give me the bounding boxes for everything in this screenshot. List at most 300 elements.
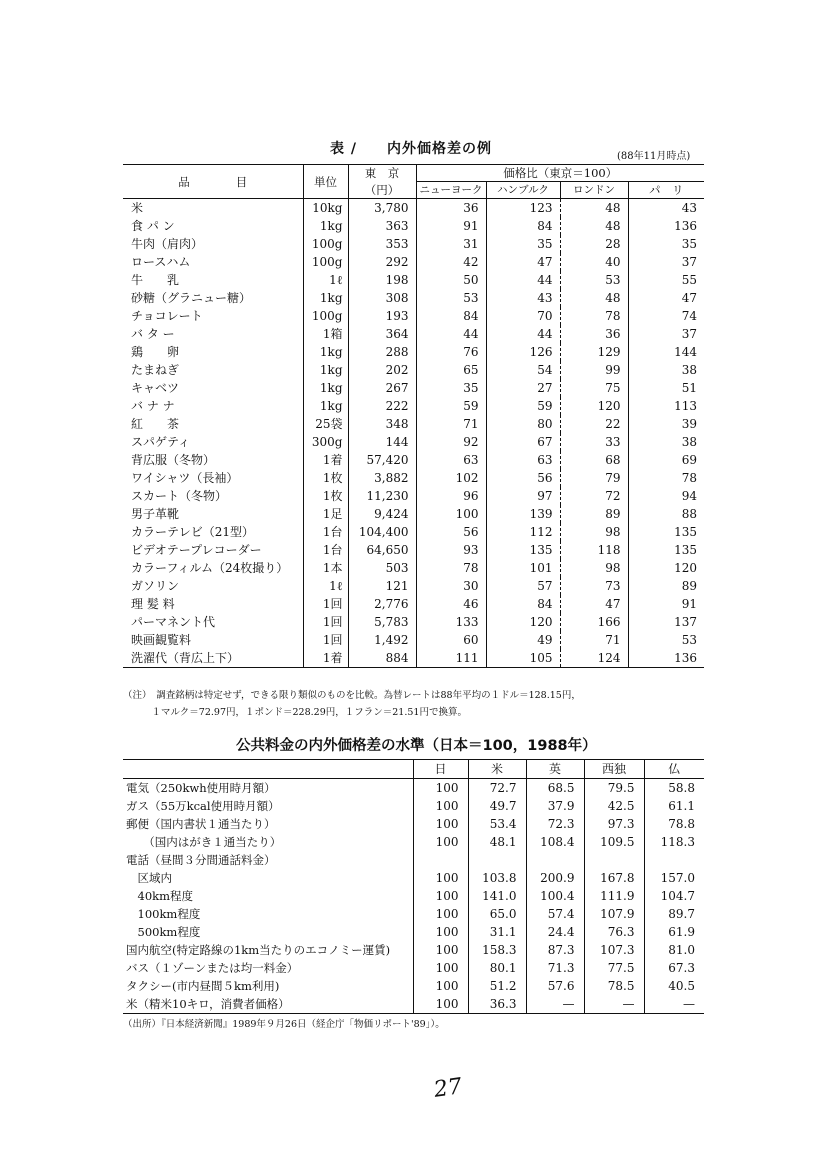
cell-london: 48 (560, 199, 628, 218)
cell-uk: 68.5 (526, 779, 584, 798)
cell-ny: 35 (416, 379, 486, 397)
cell-london: 53 (560, 271, 628, 289)
table-row (123, 959, 704, 977)
cell-hamburg: 135 (486, 541, 560, 559)
cell-ny: 93 (416, 541, 486, 559)
cell-london: 71 (560, 631, 628, 649)
table-row (123, 923, 704, 941)
cell-hamburg: 123 (486, 199, 560, 218)
table-row (123, 505, 704, 523)
table-row (123, 833, 704, 851)
table-row (123, 523, 704, 541)
cell-item: ビデオテープレコーダー (123, 541, 303, 559)
cell-unit: 25袋 (303, 415, 348, 433)
cell-unit: 100g (303, 307, 348, 325)
cell-paris: 74 (681, 309, 698, 323)
cell-hamburg: 84 (486, 217, 560, 235)
cell-de: 42.5 (584, 797, 644, 815)
cell-paris: 89 (681, 579, 698, 593)
cell-us: 103.8 (468, 869, 526, 887)
table2-title: 公共料金の内外価格差の水準（日本＝100，1988年） (236, 738, 597, 754)
cell-hamburg: 49 (486, 631, 560, 649)
cell-tokyo: 202 (348, 361, 416, 379)
cell-uk: 100.4 (526, 887, 584, 905)
cell-ny: 36 (416, 199, 486, 218)
table-row (123, 905, 704, 923)
cell-paris: 69 (681, 453, 698, 467)
table1-date-note: (88年11月時点) (617, 151, 691, 162)
cell-paris: 94 (681, 489, 698, 503)
cell-item: 背広服（冬物） (123, 451, 303, 469)
cell-jp: 100 (413, 995, 468, 1014)
page-number: 27 (432, 1074, 464, 1103)
cell-item: 男子革靴 (123, 505, 303, 523)
cell-hamburg: 126 (486, 343, 560, 361)
table-row (123, 217, 704, 235)
cell-paris: 55 (681, 273, 698, 287)
cell-item: 牛 乳 (123, 271, 303, 289)
cell-paris: 135 (674, 543, 698, 557)
cell-unit: 1枚 (303, 469, 348, 487)
cell-de: 111.9 (584, 887, 644, 905)
cell-uk (526, 851, 584, 869)
cell-fr: 104.7 (660, 889, 695, 903)
cell-tokyo: 144 (348, 433, 416, 451)
cell-paris: 38 (681, 435, 698, 449)
table-row (123, 397, 704, 415)
cell-hamburg: 84 (486, 595, 560, 613)
cell-london: 47 (560, 595, 628, 613)
cell-hamburg: 57 (486, 577, 560, 595)
cell-item: 40km程度 (123, 887, 413, 905)
table-row (123, 253, 704, 271)
cell-london: 72 (560, 487, 628, 505)
cell-item: 郵便（国内書状１通当たり） (123, 815, 413, 833)
cell-unit: 1kg (303, 343, 348, 361)
cell-de: 109.5 (584, 833, 644, 851)
cell-ny: 133 (416, 613, 486, 631)
cell-london: 36 (560, 325, 628, 343)
cell-item: 紅 茶 (123, 415, 303, 433)
cell-item: キャベツ (123, 379, 303, 397)
cell-tokyo: 884 (348, 649, 416, 668)
cell-london: 48 (560, 289, 628, 307)
cell-tokyo: 3,882 (348, 469, 416, 487)
cell-paris: 88 (681, 507, 698, 521)
cell-unit: 1kg (303, 397, 348, 415)
cell-de: — (584, 995, 644, 1014)
cell-tokyo: 288 (348, 343, 416, 361)
cell-paris: 113 (674, 399, 698, 413)
cell-hamburg: 80 (486, 415, 560, 433)
cell-de: 76.3 (584, 923, 644, 941)
cell-hamburg: 97 (486, 487, 560, 505)
cell-unit: 1回 (303, 613, 348, 631)
cell-tokyo: 308 (348, 289, 416, 307)
header-item: 品 目 (123, 165, 303, 199)
cell-unit: 1回 (303, 595, 348, 613)
table-row (123, 613, 704, 631)
table2-header (123, 760, 704, 779)
cell-fr: 40.5 (668, 979, 695, 993)
table-row (123, 851, 704, 869)
cell-item: タクシー(市内昼間５km利用) (123, 977, 413, 995)
cell-ny: 46 (416, 595, 486, 613)
cell-london: 89 (560, 505, 628, 523)
cell-item: たまねぎ (123, 361, 303, 379)
cell-fr: 67.3 (668, 961, 695, 975)
cell-item: カラーテレビ（21型） (123, 523, 303, 541)
cell-ny: 92 (416, 433, 486, 451)
header-usa: 米 (468, 760, 526, 779)
cell-london: 79 (560, 469, 628, 487)
cell-fr: 58.8 (668, 781, 695, 795)
cell-unit: 10kg (303, 199, 348, 218)
cell-item: バス（１ゾーンまたは均一料金） (123, 959, 413, 977)
cell-us: 49.7 (468, 797, 526, 815)
table-row (123, 779, 704, 798)
table-row (123, 797, 704, 815)
cell-tokyo: 5,783 (348, 613, 416, 631)
cell-item: パーマネント代 (123, 613, 303, 631)
cell-uk: 24.4 (526, 923, 584, 941)
cell-london: 129 (560, 343, 628, 361)
cell-item: 鶏 卵 (123, 343, 303, 361)
cell-tokyo: 348 (348, 415, 416, 433)
cell-tokyo: 121 (348, 577, 416, 595)
cell-ny: 78 (416, 559, 486, 577)
cell-item: 電話（昼間３分間通話料金） (123, 851, 413, 869)
cell-unit: 1kg (303, 289, 348, 307)
cell-uk: 57.6 (526, 977, 584, 995)
cell-tokyo: 363 (348, 217, 416, 235)
cell-uk: 200.9 (526, 869, 584, 887)
cell-jp: 100 (413, 869, 468, 887)
table-row (123, 199, 704, 218)
cell-item: 洗濯代（背広上下） (123, 649, 303, 668)
cell-us: 53.4 (468, 815, 526, 833)
cell-paris: 35 (681, 237, 698, 251)
cell-ny: 42 (416, 253, 486, 271)
cell-london: 98 (560, 559, 628, 577)
cell-unit: 1台 (303, 523, 348, 541)
cell-item: 米 (123, 199, 303, 218)
cell-us: 48.1 (468, 833, 526, 851)
cell-tokyo: 64,650 (348, 541, 416, 559)
cell-ny: 63 (416, 451, 486, 469)
cell-paris: 135 (674, 525, 698, 539)
cell-us: 72.7 (468, 779, 526, 798)
cell-ny: 111 (416, 649, 486, 668)
cell-tokyo: 2,776 (348, 595, 416, 613)
cell-tokyo: 198 (348, 271, 416, 289)
cell-jp: 100 (413, 905, 468, 923)
cell-unit: 1ℓ (303, 271, 348, 289)
cell-hamburg: 43 (486, 289, 560, 307)
cell-paris: 120 (674, 561, 698, 575)
cell-london: 73 (560, 577, 628, 595)
table-row (123, 235, 704, 253)
cell-unit: 1kg (303, 217, 348, 235)
cell-fr: 81.0 (668, 943, 695, 957)
cell-unit: 1kg (303, 361, 348, 379)
cell-item: ロースハム (123, 253, 303, 271)
table-row (123, 415, 704, 433)
cell-ny: 91 (416, 217, 486, 235)
cell-ny: 44 (416, 325, 486, 343)
header-west-germany: 西独 (584, 760, 644, 779)
cell-ny: 50 (416, 271, 486, 289)
cell-us (468, 851, 526, 869)
cell-de: 78.5 (584, 977, 644, 995)
cell-item: 国内航空(特定路線の1km当たりのエコノミー運賃) (123, 941, 413, 959)
cell-ny: 76 (416, 343, 486, 361)
cell-us: 65.0 (468, 905, 526, 923)
header-japan: 日 (413, 760, 468, 779)
cell-unit: 100g (303, 235, 348, 253)
cell-item: 500km程度 (123, 923, 413, 941)
cell-tokyo: 353 (348, 235, 416, 253)
cell-de: 77.5 (584, 959, 644, 977)
cell-item: 電気（250kwh使用時月額） (123, 779, 413, 798)
cell-jp: 100 (413, 941, 468, 959)
cell-uk: 108.4 (526, 833, 584, 851)
cell-hamburg: 44 (486, 325, 560, 343)
cell-hamburg: 59 (486, 397, 560, 415)
cell-uk: 87.3 (526, 941, 584, 959)
cell-item: 食 パ ン (123, 217, 303, 235)
table-row (123, 995, 704, 1014)
cell-paris: 38 (681, 363, 698, 377)
cell-tokyo: 503 (348, 559, 416, 577)
cell-fr: 61.1 (668, 799, 695, 813)
cell-paris: 47 (681, 291, 698, 305)
header-paris: パ リ (628, 182, 704, 199)
cell-uk: 72.3 (526, 815, 584, 833)
table-row (123, 487, 704, 505)
table-row (123, 541, 704, 559)
cell-ny: 59 (416, 397, 486, 415)
cell-fr: 157.0 (660, 871, 695, 885)
cell-ny: 65 (416, 361, 486, 379)
cell-item: チョコレート (123, 307, 303, 325)
cell-unit: 1ℓ (303, 577, 348, 595)
table-row (123, 577, 704, 595)
header-uk: 英 (526, 760, 584, 779)
cell-de: 79.5 (584, 779, 644, 798)
cell-tokyo: 11,230 (348, 487, 416, 505)
cell-unit: 1kg (303, 379, 348, 397)
table-row (123, 307, 704, 325)
cell-paris: 37 (681, 255, 698, 269)
cell-london: 28 (560, 235, 628, 253)
cell-de: 167.8 (584, 869, 644, 887)
table-row (123, 887, 704, 905)
cell-uk: 71.3 (526, 959, 584, 977)
cell-tokyo: 1,492 (348, 631, 416, 649)
cell-us: 31.1 (468, 923, 526, 941)
cell-hamburg: 101 (486, 559, 560, 577)
cell-item: スパゲティ (123, 433, 303, 451)
table-row (123, 631, 704, 649)
cell-tokyo: 57,420 (348, 451, 416, 469)
cell-jp: 100 (413, 977, 468, 995)
cell-hamburg: 112 (486, 523, 560, 541)
header-unit: 単位 (303, 165, 348, 199)
table-row (123, 325, 704, 343)
cell-item: 砂糖（グラニュー糖） (123, 289, 303, 307)
cell-de: 97.3 (584, 815, 644, 833)
cell-london: 75 (560, 379, 628, 397)
cell-fr: 61.9 (668, 925, 695, 939)
table1-header (123, 165, 704, 199)
cell-item: 牛肉（肩肉） (123, 235, 303, 253)
cell-london: 22 (560, 415, 628, 433)
cell-tokyo: 364 (348, 325, 416, 343)
cell-hamburg: 44 (486, 271, 560, 289)
cell-fr: 118.3 (660, 835, 695, 849)
cell-unit: 1着 (303, 451, 348, 469)
table-row (123, 469, 704, 487)
cell-jp: 100 (413, 959, 468, 977)
cell-london: 40 (560, 253, 628, 271)
header-france: 仏 (668, 762, 681, 776)
table1-body (123, 199, 704, 668)
cell-hamburg: 54 (486, 361, 560, 379)
table-row (123, 941, 704, 959)
header-ratio: 価格比（東京＝100） (416, 165, 704, 182)
table-row (123, 361, 704, 379)
cell-ny: 96 (416, 487, 486, 505)
cell-ny: 102 (416, 469, 486, 487)
cell-uk: — (526, 995, 584, 1014)
cell-paris: 144 (674, 345, 698, 359)
cell-item: 映画観覧料 (123, 631, 303, 649)
cell-hamburg: 120 (486, 613, 560, 631)
price-comparison-table (123, 164, 704, 668)
cell-tokyo: 193 (348, 307, 416, 325)
table2-body (123, 779, 704, 1014)
cell-london: 78 (560, 307, 628, 325)
cell-paris: 37 (681, 327, 698, 341)
cell-us: 141.0 (468, 887, 526, 905)
table-row (123, 289, 704, 307)
cell-ny: 30 (416, 577, 486, 595)
cell-unit: 1台 (303, 541, 348, 559)
cell-tokyo: 9,424 (348, 505, 416, 523)
header-london: ロンドン (560, 182, 628, 199)
cell-paris: 78 (681, 471, 698, 485)
cell-jp: 100 (413, 797, 468, 815)
cell-item: 理 髪 料 (123, 595, 303, 613)
note-line-1: （注） 調査銘柄は特定せず，できる限り類似のものを比較。為替レートは88年平均の１ドル＝128.15円， (123, 690, 581, 701)
cell-ny: 71 (416, 415, 486, 433)
cell-london: 99 (560, 361, 628, 379)
cell-jp: 100 (413, 923, 468, 941)
cell-de (584, 851, 644, 869)
header-hamburg: ハンブルク (486, 182, 560, 199)
table-row (123, 649, 704, 668)
cell-paris: 91 (681, 597, 698, 611)
cell-london: 120 (560, 397, 628, 415)
table-row (123, 433, 704, 451)
cell-paris: 39 (681, 417, 698, 431)
cell-item: バ タ ー (123, 325, 303, 343)
table1-title: 表 / 内外価格差の例 (330, 141, 492, 157)
cell-jp: 100 (413, 833, 468, 851)
cell-paris: 137 (674, 615, 698, 629)
cell-jp (413, 851, 468, 869)
cell-item: ワイシャツ（長袖） (123, 469, 303, 487)
cell-tokyo: 222 (348, 397, 416, 415)
cell-fr: 89.7 (668, 907, 695, 921)
cell-london: 118 (560, 541, 628, 559)
cell-hamburg: 35 (486, 235, 560, 253)
cell-item: ガス（55万kcal使用時月額） (123, 797, 413, 815)
cell-tokyo: 3,780 (348, 199, 416, 218)
table1-note (123, 687, 723, 721)
cell-ny: 84 (416, 307, 486, 325)
cell-unit: 1着 (303, 649, 348, 668)
cell-item: 区域内 (123, 869, 413, 887)
cell-ny: 53 (416, 289, 486, 307)
table-row (123, 977, 704, 995)
cell-uk: 57.4 (526, 905, 584, 923)
cell-london: 166 (560, 613, 628, 631)
cell-hamburg: 47 (486, 253, 560, 271)
table-row (123, 815, 704, 833)
note-line-2: １マルク＝72.97円，１ポンド＝228.29円，１フラン＝21.51円で換算。 (123, 707, 467, 718)
cell-paris: 136 (674, 219, 698, 233)
header-new-york: ニューヨーク (416, 182, 486, 199)
cell-jp: 100 (413, 887, 468, 905)
cell-jp: 100 (413, 779, 468, 798)
cell-unit: 1回 (303, 631, 348, 649)
cell-us: 80.1 (468, 959, 526, 977)
cell-item: ガソリン (123, 577, 303, 595)
cell-hamburg: 63 (486, 451, 560, 469)
cell-fr: 78.8 (668, 817, 695, 831)
cell-jp: 100 (413, 815, 468, 833)
cell-london: 68 (560, 451, 628, 469)
cell-item: カラーフィルム（24枚撮り） (123, 559, 303, 577)
table-row (123, 559, 704, 577)
cell-ny: 56 (416, 523, 486, 541)
cell-hamburg: 67 (486, 433, 560, 451)
cell-london: 48 (560, 217, 628, 235)
cell-tokyo: 267 (348, 379, 416, 397)
cell-tokyo: 104,400 (348, 523, 416, 541)
cell-item: （国内はがき１通当たり） (123, 833, 413, 851)
cell-us: 51.2 (468, 977, 526, 995)
cell-item: バ ナ ナ (123, 397, 303, 415)
cell-us: 158.3 (468, 941, 526, 959)
cell-paris: 53 (681, 633, 698, 647)
cell-tokyo: 292 (348, 253, 416, 271)
header-tokyo-unit: （円） (348, 182, 416, 199)
cell-hamburg: 139 (486, 505, 560, 523)
cell-ny: 60 (416, 631, 486, 649)
cell-ny: 31 (416, 235, 486, 253)
public-fees-table (123, 759, 704, 1014)
cell-de: 107.3 (584, 941, 644, 959)
cell-paris: 136 (674, 651, 698, 665)
cell-unit: 1箱 (303, 325, 348, 343)
cell-unit: 300g (303, 433, 348, 451)
table-row (123, 595, 704, 613)
cell-de: 107.9 (584, 905, 644, 923)
table2-source: （出所）『日本経済新聞』1989年９月26日（経企庁「物価リポート'89」）。 (123, 1019, 445, 1030)
